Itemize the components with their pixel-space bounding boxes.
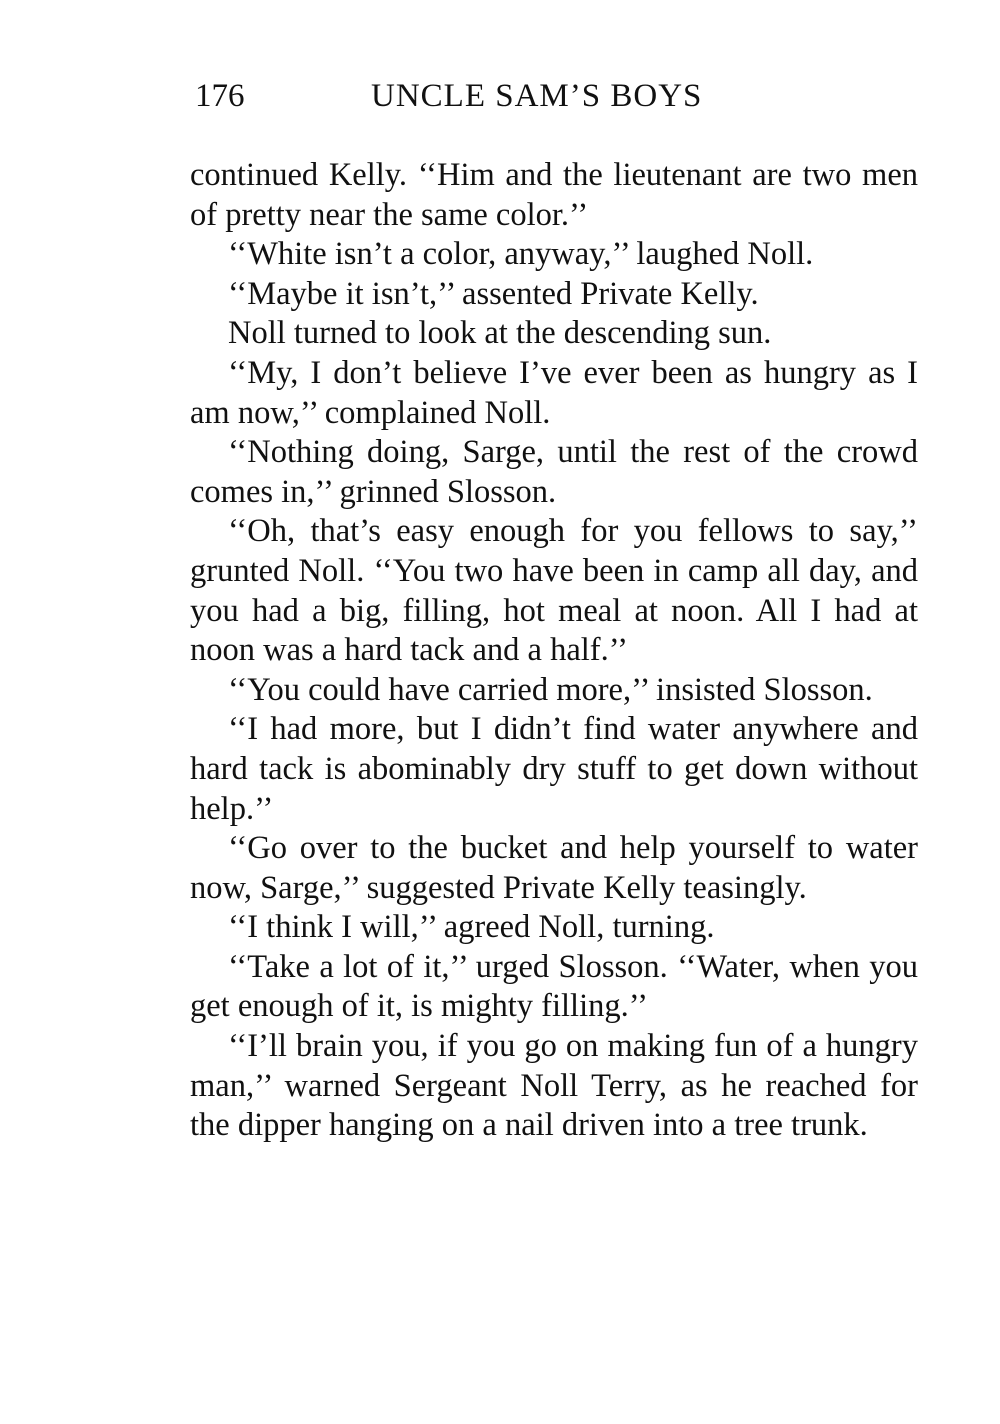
paragraph: ‘‘I think I will,’’ agreed Noll, turning. [228,909,715,946]
paragraph: ‘‘White isn’t a color, anyway,’’ laughed Noll. [228,236,814,273]
page-header [195,74,755,118]
running-title: UNCLE SAM’S BOYS [371,78,703,114]
paragraph: ‘‘You could have carried more,’’ insisted Slosson. [228,671,873,708]
paragraph: Noll turned to look at the descending sun. [228,315,772,352]
page-number: 176 [195,78,245,114]
paragraph: ‘‘Nothing doing, Sarge, until the rest of the crowd comes in,’’ grinned Slosson. [190,434,918,510]
paragraph: ‘‘My, I don’t believe I’ve ever been as hungry as I am now,’’ complained Noll. [190,354,918,431]
paragraph: ‘‘Go over to the bucket and help yourself to water now, Sarge,’’ suggested Private Kelly teasingly. [190,830,918,906]
paragraph: continued Kelly. ‘‘Him and the lieutenant are two men of pretty near the same color.’’ [190,157,918,233]
paragraph: ‘‘I’ll brain you, if you go on making fun of a hungry man,’’ warned Sergeant Noll Terry, as he reached for the dipper hanging on a nail driven into a tree trunk. [190,1028,918,1144]
paragraph: ‘‘Take a lot of it,’’ urged Slosson. ‘‘Water, when you get enough of it, is mighty filling.’’ [190,948,918,1025]
paragraph: ‘‘Maybe it isn’t,’’ assented Private Kelly. [228,275,759,312]
paragraph: ‘‘Oh, that’s easy enough for you fellows to say,’’ grunted Noll. ‘‘You two have been in camp all day, and you had a big, filling, hot meal at noon. All I had at noon was a hard tack and a half.’’ [190,513,918,669]
body-text [190,156,918,1146]
paragraph: ‘‘I had more, but I didn’t find water anywhere and hard tack is abominably dry stuff to get down without help.’’ [190,711,918,827]
